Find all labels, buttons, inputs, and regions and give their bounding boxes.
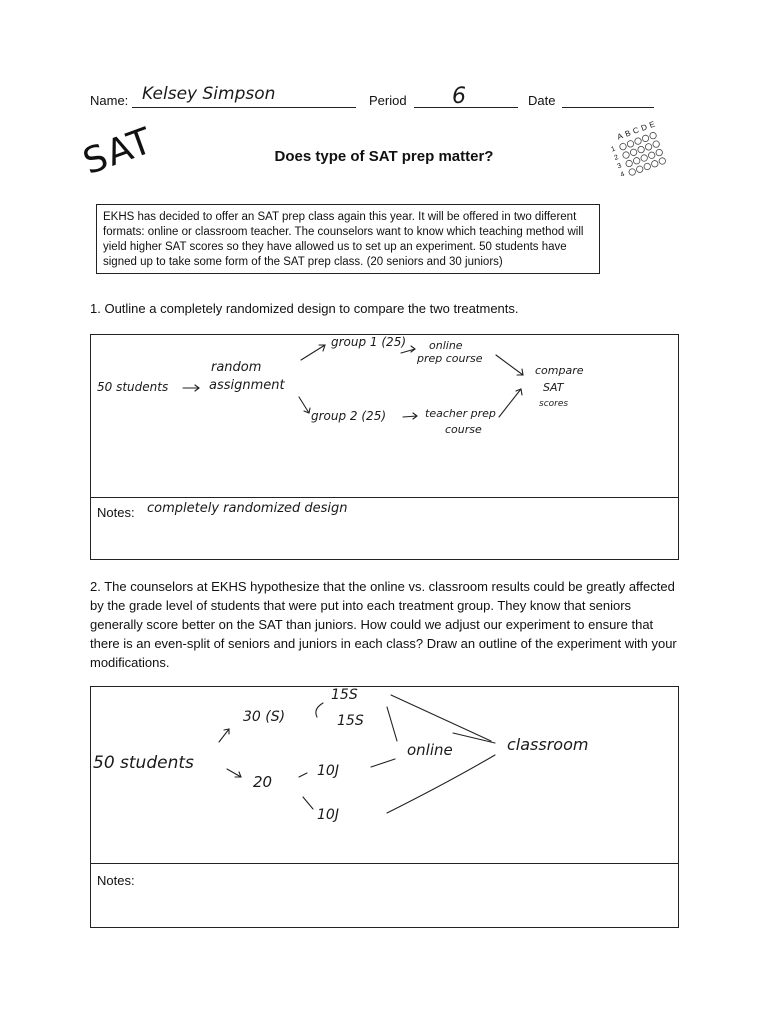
q2-j2: 10J (317, 807, 339, 823)
q1-teacher-2: course (445, 423, 482, 436)
q1-diagram-arrows (91, 335, 680, 561)
bubble-letters: ABCDE (615, 118, 660, 142)
q2-online: online (407, 741, 453, 759)
q1-notes-divider (91, 497, 678, 498)
sat-logo: SAT (77, 120, 159, 183)
q1-prompt: 1. Outline a completely randomized design to compare the two treatments. (90, 301, 519, 316)
q2-j1: 10J (317, 763, 339, 779)
q2-s2: 15S (337, 713, 364, 729)
bubble-number-2: 2 (613, 154, 620, 162)
q1-notes-value[interactable]: completely randomized design (147, 501, 348, 516)
q1-compare-1: compare (535, 364, 584, 377)
date-line[interactable] (562, 107, 654, 108)
intro-box (96, 204, 600, 274)
period-line (414, 107, 518, 108)
page-title: Does type of SAT prep matter? (274, 148, 494, 165)
bubble-sheet-icon (603, 114, 691, 200)
q2-juniors: 20 (253, 773, 273, 791)
bubble-number-3: 3 (616, 162, 623, 171)
q2-classroom: classroom (507, 735, 589, 754)
q2-s1: 15S (331, 687, 358, 703)
period-value[interactable]: 6 (452, 84, 466, 109)
q1-group2: group 2 (25) (311, 409, 387, 423)
q2-notes-label: Notes: (97, 873, 135, 888)
q1-notes-label: Notes: (97, 505, 135, 520)
q2-answer-box[interactable] (90, 686, 679, 928)
name-label: Name: (90, 93, 129, 108)
name-line (132, 107, 356, 108)
intro-text: EKHS has decided to offer an SAT prep class again this year. It will be offered in two different formats: online or classroom teacher. The counselors want to know which teaching method will yield higher SAT scores so they have allowed us to set up an experiment. 50 students have signed up to take some form of the SAT prep class. (20 seniors and 30 juniors) (103, 211, 584, 268)
period-label: Period (369, 93, 407, 108)
q2-seniors: 30 (S) (243, 709, 286, 725)
q1-students: 50 students (97, 380, 169, 394)
q1-online-2: prep course (417, 352, 483, 365)
q1-teacher-1: teacher prep (425, 407, 496, 420)
q2-prompt: 2. The counselors at EKHS hypothesize that the online vs. classroom results could be greatly affected by the grade level of students that were put into each treatment group. They know that seniors generally score better on the SAT than juniors. How could we adjust our experiment to ensure that there is an even-split of seniors and juniors in each class? Draw an outline of the experiment with your modifications. (90, 579, 677, 670)
q1-random: random (211, 360, 262, 375)
bubble-number-1: 1 (610, 145, 617, 154)
q1-compare-3: scores (539, 399, 569, 409)
q1-answer-box[interactable] (90, 334, 679, 560)
q2-diagram-arrows (91, 687, 680, 929)
name-value[interactable]: Kelsey Simpson (142, 84, 276, 104)
q2-notes-divider (91, 863, 678, 864)
q1-group1: group 1 (25) (331, 335, 407, 349)
q1-assignment: assignment (209, 378, 285, 393)
q2-students: 50 students (93, 753, 194, 773)
bubble-number-4: 4 (619, 170, 626, 179)
q1-compare-2: SAT (543, 381, 564, 394)
q1-online-1: online (429, 339, 463, 352)
date-label: Date (528, 93, 556, 108)
